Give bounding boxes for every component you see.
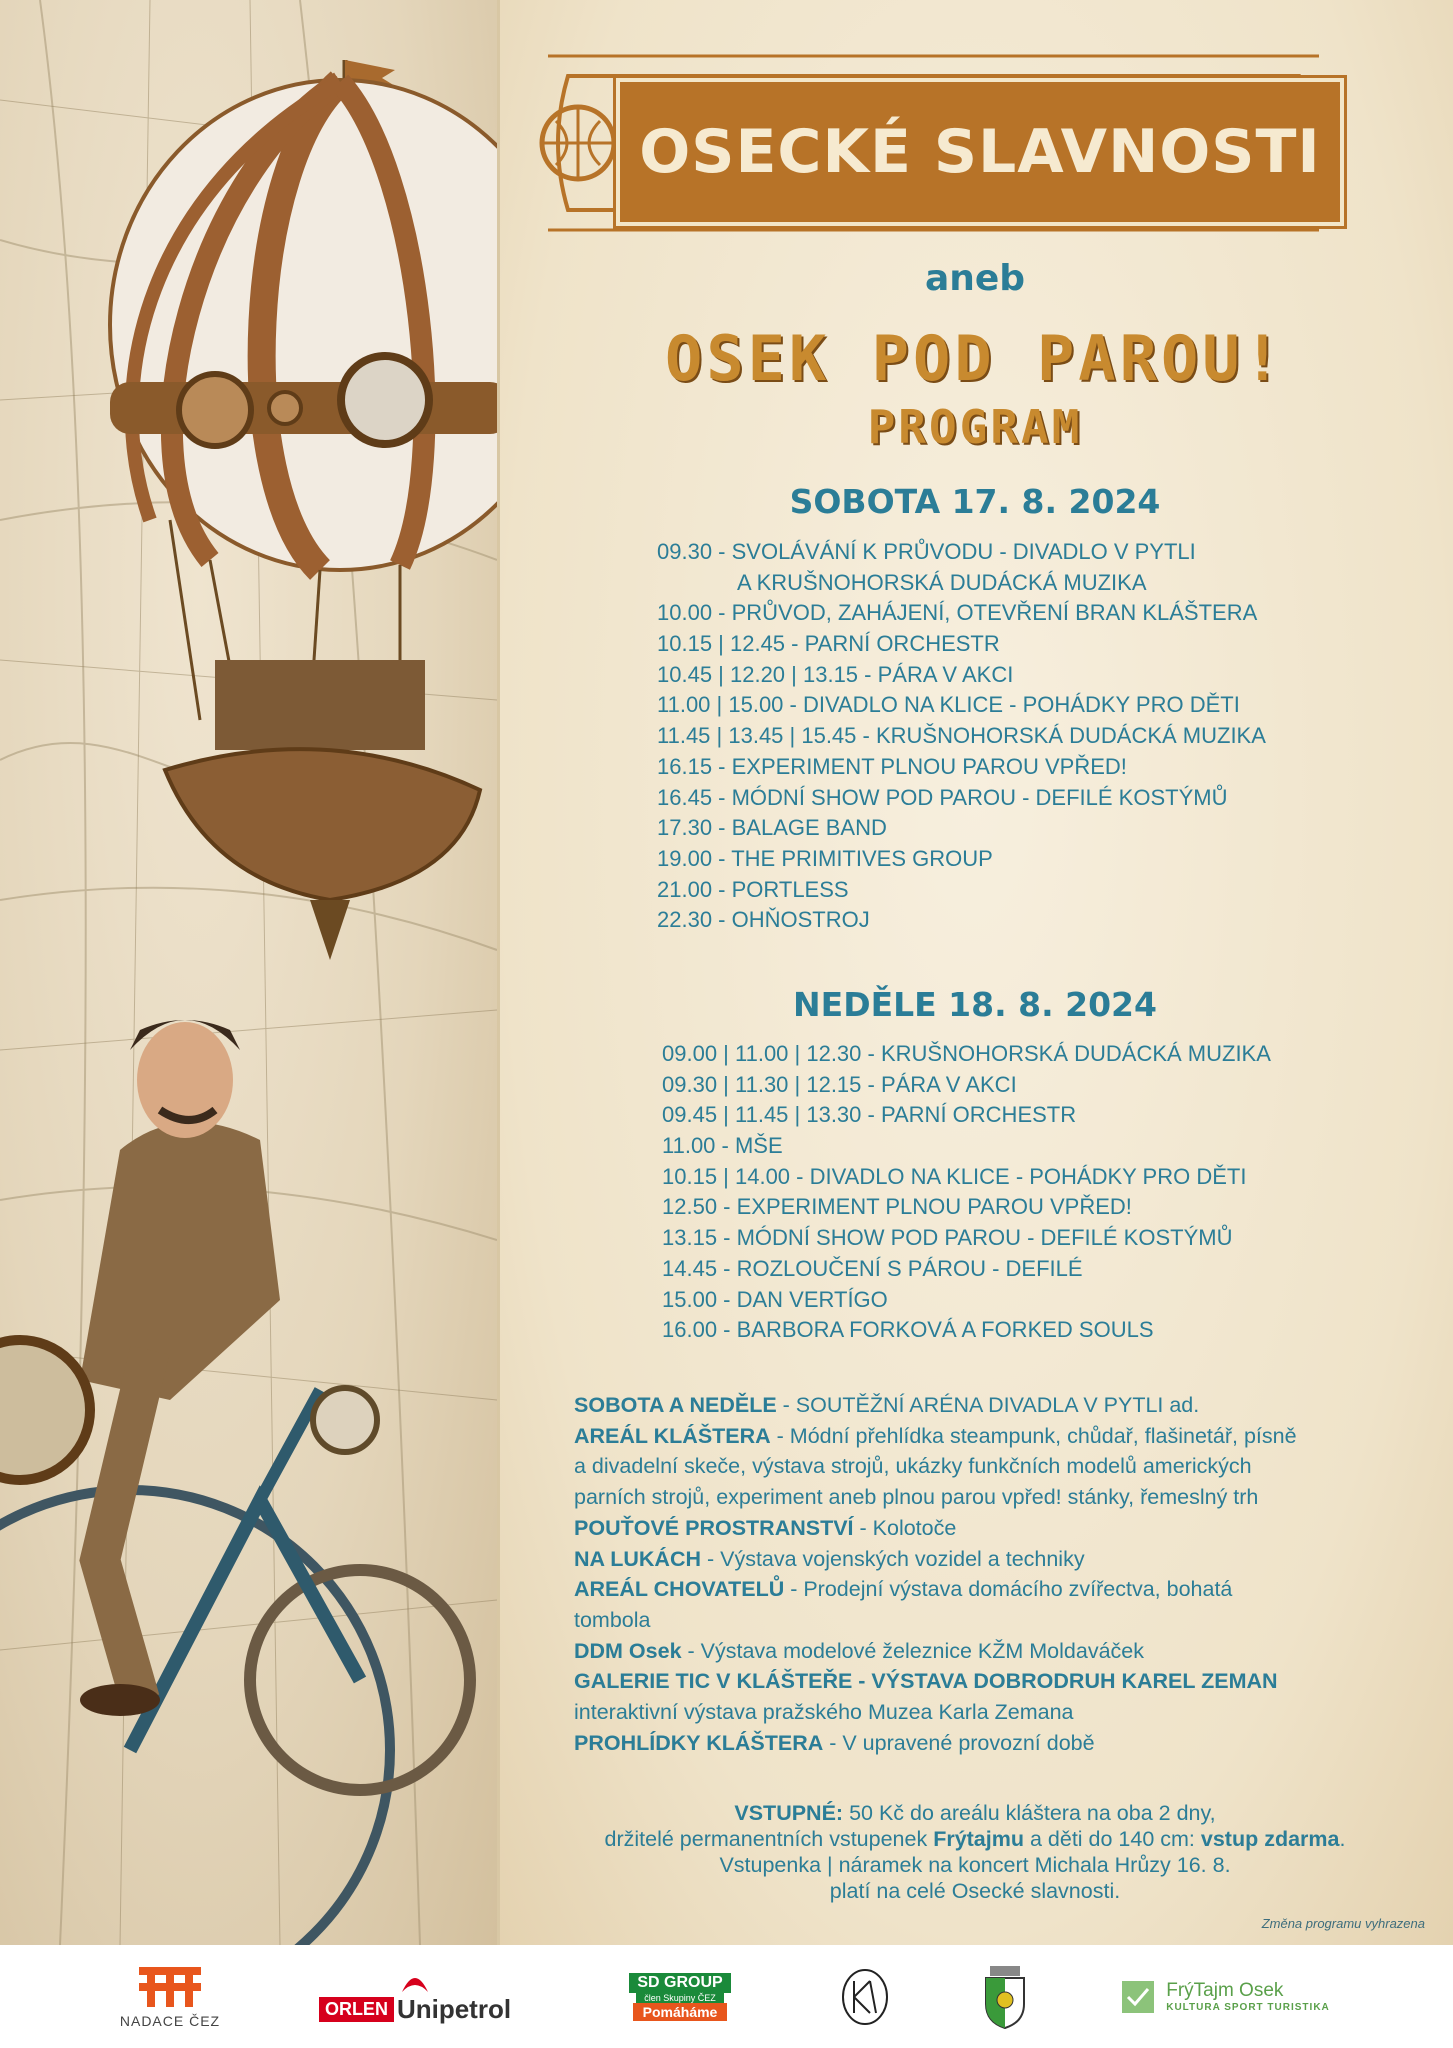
schedule-item: 22.30 - OHŇOSTROJ (657, 907, 870, 933)
schedule-item: 09.30 - SVOLÁVÁNÍ K PRŮVODU - DIVADLO V PYTLI (657, 539, 1196, 564)
schedule-item: 15.00 - DAN VERTÍGO (662, 1286, 888, 1312)
saturday-schedule (657, 537, 1266, 936)
sd-group-logo (600, 1945, 760, 2048)
program-change-note: Změna programu vyhrazena (1261, 1916, 1425, 1931)
schedule-item: 13.15 - MÓDNÍ SHOW POD PAROU - DEFILÉ KOSTÝMŮ (662, 1225, 1233, 1251)
frytajm-name: FrýTajm Osek (1166, 1980, 1284, 2001)
sponsor-footer (0, 1945, 1453, 2048)
entry-label: VSTUPNÉ: (734, 1801, 844, 1825)
frytajm-subtitle: KULTURA SPORT TURISTIKA (1166, 2002, 1330, 2013)
sd-help-text: Pomáháme (633, 2003, 728, 2021)
coat-of-arms-icon (982, 1964, 1028, 2030)
circle-emblem-logo (835, 1945, 895, 2048)
illustration-drawing (0, 0, 497, 1945)
man-on-bicycle (0, 1020, 470, 1945)
schedule-item: 09.45 | 11.45 | 13.30 - PARNÍ ORCHESTR (662, 1102, 1077, 1128)
schedule-item: 10.45 | 12.20 | 13.15 - PÁRA V AKCI (657, 661, 1014, 687)
info-text: tombola (574, 1607, 651, 1632)
orlen-text: ORLEN (319, 1997, 394, 2022)
schedule-item: 14.45 - ROZLOUČENÍ S PÁROU - DEFILÉ (662, 1255, 1083, 1281)
schedule-item: 16.45 - MÓDNÍ SHOW POD PAROU - DEFILÉ KOSTÝMŮ (657, 784, 1228, 810)
schedule-item: 11.00 | 15.00 - DIVADLO NA KLICE - POHÁDKY PRO DĚTI (657, 692, 1240, 718)
schedule-item: 09.00 | 11.00 | 12.30 - KRUŠNOHORSKÁ DUDÁCKÁ MUZIKA (662, 1041, 1271, 1066)
info-label: SOBOTA A NEDĚLE (574, 1393, 777, 1417)
info-text: - Výstava vojenských vozidel a techniky (701, 1546, 1085, 1571)
saturday-heading: SOBOTA 17. 8. 2024 (789, 482, 1161, 521)
schedule-item: 10.15 | 12.45 - PARNÍ ORCHESTR (657, 631, 1000, 657)
frytajm-icon (1120, 1979, 1156, 2015)
sd-member-text: člen Skupiny ČEZ (636, 1993, 724, 2003)
orlen-unipetrol-logo (305, 1945, 525, 2048)
steampunk-illustration (0, 0, 497, 1945)
info-label: POUŤOVÉ PROSTRANSTVÍ (574, 1515, 854, 1540)
hot-air-balloon (110, 60, 497, 960)
sunday-heading: NEDĚLE 18. 8. 2024 (793, 985, 1157, 1024)
emblem-icon (840, 1967, 890, 2027)
schedule-item: 11.00 - MŠE (662, 1133, 783, 1159)
schedule-item: 16.00 - BARBORA FORKOVÁ A FORKED SOULS (662, 1317, 1154, 1343)
info-text: - Módní přehlídka steampunk, chůdař, flašinetář, písně (770, 1423, 1297, 1448)
event-subtitle: OSEK POD PAROU! (665, 322, 1285, 395)
sunday-schedule (662, 1039, 1271, 1346)
info-text: - Prodejní výstava domácího zvířectva, bohatá (784, 1577, 1233, 1602)
info-text: - V upravené provozní době (823, 1730, 1095, 1755)
info-text: - Výstava modelové železnice KŽM Moldaváček (681, 1638, 1144, 1663)
schedule-item: 17.30 - BALAGE BAND (657, 815, 887, 841)
program-label: PROGRAM (867, 400, 1083, 454)
entry-text: 50 Kč do areálu kláštera na oba 2 dny, (843, 1801, 1216, 1825)
frytajm-logo (1105, 1945, 1345, 2048)
schedule-item: 21.00 - PORTLESS (657, 876, 849, 902)
entry-highlight: vstup zdarma (1200, 1827, 1340, 1851)
info-text: a divadelní skeče, výstava strojů, ukázky funkčních modelů amerických (574, 1454, 1252, 1479)
entry-text: platí na celé Osecké slavnosti. (829, 1879, 1121, 1903)
venue-info (574, 1390, 1394, 1758)
nadace-cez-logo (110, 1945, 230, 2048)
info-text: parních strojů, experiment aneb plnou parou vpřed! stánky, řemeslný trh (574, 1485, 1259, 1510)
info-text: - SOUTĚŽNÍ ARÉNA DIVADLA V PYTLI ad. (776, 1393, 1200, 1417)
entry-text: Vstupenka | náramek na koncert Michala Hrůzy 16. 8. (719, 1853, 1231, 1877)
info-text: - Kolotoče (853, 1515, 957, 1540)
cez-logo-icon (137, 1965, 203, 2009)
schedule-item: A KRUŠNOHORSKÁ DUDÁCKÁ MUZIKA (737, 569, 1147, 595)
osek-coat-of-arms (975, 1945, 1035, 2048)
schedule-item: 16.15 - EXPERIMENT PLNOU PAROU VPŘED! (657, 753, 1127, 779)
entry-info (497, 1800, 1453, 1904)
schedule-item: 19.00 - THE PRIMITIVES GROUP (657, 845, 993, 871)
entry-text: . (1339, 1827, 1346, 1851)
info-label: AREÁL CHOVATELŮ (574, 1577, 785, 1602)
info-label: PROHLÍDKY KLÁŠTERA (574, 1730, 824, 1755)
info-label: DDM Osek (574, 1638, 682, 1663)
schedule-item: 10.15 | 14.00 - DIVADLO NA KLICE - POHÁDKY PRO DĚTI (662, 1163, 1247, 1189)
schedule-item: 10.00 - PRŮVOD, ZAHÁJENÍ, OTEVŘENÍ BRAN KLÁŠTERA (657, 600, 1258, 626)
entry-text: držitelé permanentních vstupenek (604, 1827, 934, 1851)
aneb-label: aneb (924, 258, 1026, 299)
nadace-cez-text: NADACE ČEZ (119, 2012, 221, 2029)
info-label: GALERIE TIC V KLÁŠTEŘE - VÝSTAVA DOBRODRUH KAREL ZEMAN (574, 1669, 1278, 1694)
schedule-item: 12.50 - EXPERIMENT PLNOU PAROU VPŘED! (662, 1194, 1132, 1220)
sd-group-text: SD GROUP (629, 1973, 730, 1993)
title-banner (616, 78, 1344, 226)
info-text: interaktivní výstava pražského Muzea Karla Zemana (574, 1700, 1074, 1725)
orlen-eagle-icon (400, 1968, 430, 1994)
info-label: NA LUKÁCH (574, 1546, 701, 1571)
entry-highlight: Frýtajmu (933, 1827, 1024, 1851)
page-title: OSECKÉ SLAVNOSTI (639, 117, 1321, 187)
entry-text: a děti do 140 cm: (1024, 1827, 1201, 1851)
unipetrol-text: Unipetrol (396, 1994, 512, 2024)
info-label: AREÁL KLÁŠTERA (574, 1423, 771, 1448)
schedule-item: 11.45 | 13.45 | 15.45 - KRUŠNOHORSKÁ DUDÁCKÁ MUZIKA (657, 723, 1266, 749)
schedule-item: 09.30 | 11.30 | 12.15 - PÁRA V AKCI (662, 1071, 1017, 1097)
